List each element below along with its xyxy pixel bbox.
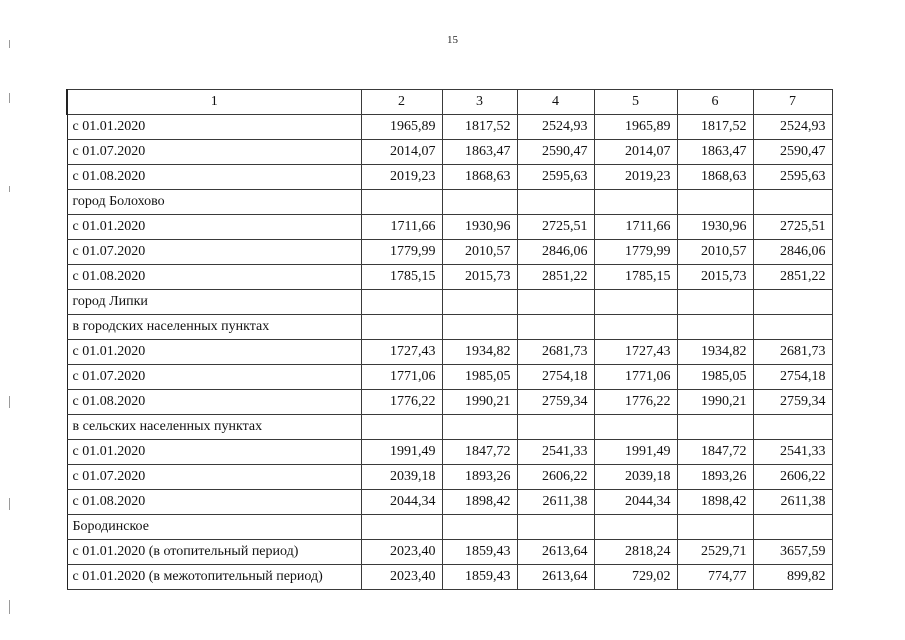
table-cell: 1990,21 (442, 390, 517, 415)
table-cell: 729,02 (594, 565, 677, 590)
table-cell: 2015,73 (677, 265, 753, 290)
table-cell (442, 415, 517, 440)
table-cell: 1779,99 (594, 240, 677, 265)
table-cell: 2846,06 (753, 240, 832, 265)
table-cell: 2613,64 (517, 540, 594, 565)
column-header: 1 (67, 90, 361, 115)
column-header: 4 (517, 90, 594, 115)
row-label: с 01.01.2020 (67, 340, 361, 365)
column-header: 7 (753, 90, 832, 115)
table-cell: 1868,63 (442, 165, 517, 190)
table-cell: 2039,18 (594, 465, 677, 490)
table-cell (442, 315, 517, 340)
table-cell: 2725,51 (517, 215, 594, 240)
table-cell (361, 190, 442, 215)
table-row (67, 390, 832, 415)
table-cell: 1965,89 (361, 115, 442, 140)
table-cell: 2595,63 (517, 165, 594, 190)
row-label: с 01.01.2020 (67, 115, 361, 140)
row-label: Бородинское (67, 515, 361, 540)
table-cell (442, 290, 517, 315)
table-row (67, 515, 832, 540)
table-cell: 2681,73 (753, 340, 832, 365)
table-cell: 1859,43 (442, 565, 517, 590)
table-cell (594, 315, 677, 340)
table-cell (594, 190, 677, 215)
table-cell (753, 190, 832, 215)
table-cell (594, 290, 677, 315)
row-label: город Липки (67, 290, 361, 315)
table-cell: 1847,72 (677, 440, 753, 465)
table-cell: 2014,07 (594, 140, 677, 165)
table-cell: 2019,23 (594, 165, 677, 190)
table-cell (442, 190, 517, 215)
tariff-table (66, 89, 833, 590)
row-label: с 01.08.2020 (67, 490, 361, 515)
row-label: город Болохово (67, 190, 361, 215)
table-row (67, 165, 832, 190)
table-cell: 1863,47 (677, 140, 753, 165)
table-cell (594, 515, 677, 540)
table-row (67, 415, 832, 440)
table-cell (677, 290, 753, 315)
row-label: в сельских населенных пунктах (67, 415, 361, 440)
table-cell: 2019,23 (361, 165, 442, 190)
table-cell: 1893,26 (677, 465, 753, 490)
table-cell: 2595,63 (753, 165, 832, 190)
table-cell: 1930,96 (677, 215, 753, 240)
table-cell: 1711,66 (594, 215, 677, 240)
row-label: с 01.01.2020 (в отопительный период) (67, 540, 361, 565)
margin-mark (9, 396, 10, 408)
table-cell: 1893,26 (442, 465, 517, 490)
table-cell: 2759,34 (753, 390, 832, 415)
table-cell (753, 415, 832, 440)
table-cell: 2851,22 (753, 265, 832, 290)
page-number: 15 (447, 34, 458, 46)
table-cell (361, 290, 442, 315)
table-row (67, 565, 832, 590)
row-label: в городских населенных пунктах (67, 315, 361, 340)
table-cell (753, 290, 832, 315)
table-cell: 1817,52 (677, 115, 753, 140)
table-cell: 1771,06 (361, 365, 442, 390)
row-label: с 01.01.2020 (67, 215, 361, 240)
table-cell: 2754,18 (517, 365, 594, 390)
row-label: с 01.01.2020 (67, 440, 361, 465)
table-row (67, 440, 832, 465)
table-cell: 1985,05 (442, 365, 517, 390)
table-row (67, 290, 832, 315)
table-cell: 2681,73 (517, 340, 594, 365)
table-cell: 774,77 (677, 565, 753, 590)
table-cell: 2524,93 (753, 115, 832, 140)
table-cell: 1965,89 (594, 115, 677, 140)
table-header-row (67, 90, 832, 115)
table-cell: 1771,06 (594, 365, 677, 390)
table-row (67, 265, 832, 290)
table-cell (677, 515, 753, 540)
table-cell: 2044,34 (594, 490, 677, 515)
table-cell: 2044,34 (361, 490, 442, 515)
table-cell: 2590,47 (517, 140, 594, 165)
row-label: с 01.07.2020 (67, 140, 361, 165)
table-row (67, 115, 832, 140)
table-cell: 1934,82 (677, 340, 753, 365)
table-cell: 2590,47 (753, 140, 832, 165)
column-header: 3 (442, 90, 517, 115)
row-label: с 01.08.2020 (67, 390, 361, 415)
margin-mark (9, 93, 10, 103)
column-header: 6 (677, 90, 753, 115)
table-cell: 1991,49 (594, 440, 677, 465)
table-cell: 2611,38 (517, 490, 594, 515)
table-cell: 2613,64 (517, 565, 594, 590)
table-cell: 2818,24 (594, 540, 677, 565)
margin-mark (9, 498, 10, 510)
margin-mark (9, 40, 10, 48)
table-cell (753, 515, 832, 540)
table-cell: 3657,59 (753, 540, 832, 565)
row-label: с 01.01.2020 (в межотопительный период) (67, 565, 361, 590)
margin-mark (9, 186, 10, 192)
column-header: 5 (594, 90, 677, 115)
table-cell (677, 315, 753, 340)
table-cell: 1991,49 (361, 440, 442, 465)
table-cell: 1785,15 (361, 265, 442, 290)
table-cell: 2846,06 (517, 240, 594, 265)
table-cell: 2023,40 (361, 565, 442, 590)
table-cell: 1985,05 (677, 365, 753, 390)
table-cell (361, 515, 442, 540)
row-label: с 01.07.2020 (67, 465, 361, 490)
table-cell: 899,82 (753, 565, 832, 590)
table-cell: 1898,42 (677, 490, 753, 515)
table-cell (442, 515, 517, 540)
table-cell: 2541,33 (517, 440, 594, 465)
table-cell: 1898,42 (442, 490, 517, 515)
table-row (67, 240, 832, 265)
table-cell: 1847,72 (442, 440, 517, 465)
table-cell: 2725,51 (753, 215, 832, 240)
table-cell (361, 415, 442, 440)
table-cell: 1785,15 (594, 265, 677, 290)
column-header: 2 (361, 90, 442, 115)
margin-mark (9, 600, 10, 614)
table-cell (753, 315, 832, 340)
table-row (67, 365, 832, 390)
table-cell: 1711,66 (361, 215, 442, 240)
table-row (67, 190, 832, 215)
table-cell (517, 415, 594, 440)
table-cell: 2014,07 (361, 140, 442, 165)
table-cell (594, 415, 677, 440)
table-cell: 1859,43 (442, 540, 517, 565)
table-cell: 2611,38 (753, 490, 832, 515)
table-row (67, 465, 832, 490)
table-cell: 2015,73 (442, 265, 517, 290)
table-cell: 1776,22 (361, 390, 442, 415)
table-cell: 2754,18 (753, 365, 832, 390)
table-cell (517, 290, 594, 315)
table-cell: 2851,22 (517, 265, 594, 290)
table-cell: 2023,40 (361, 540, 442, 565)
table-cell: 1868,63 (677, 165, 753, 190)
table-cell (517, 190, 594, 215)
table-cell: 1727,43 (361, 340, 442, 365)
table-cell: 1863,47 (442, 140, 517, 165)
table-cell: 1776,22 (594, 390, 677, 415)
table-row (67, 215, 832, 240)
row-label: с 01.07.2020 (67, 365, 361, 390)
table-row (67, 315, 832, 340)
table-cell: 2541,33 (753, 440, 832, 465)
table-cell: 2606,22 (517, 465, 594, 490)
table-cell: 1990,21 (677, 390, 753, 415)
table-cell: 2529,71 (677, 540, 753, 565)
table-cell: 2524,93 (517, 115, 594, 140)
table-cell: 1727,43 (594, 340, 677, 365)
table-row (67, 490, 832, 515)
table-cell: 2039,18 (361, 465, 442, 490)
row-label: с 01.08.2020 (67, 165, 361, 190)
row-label: с 01.08.2020 (67, 265, 361, 290)
table-row (67, 540, 832, 565)
table-row (67, 340, 832, 365)
table-cell (677, 190, 753, 215)
table-cell: 2759,34 (517, 390, 594, 415)
table-cell (517, 315, 594, 340)
table-cell (517, 515, 594, 540)
table-cell: 1934,82 (442, 340, 517, 365)
table-cell: 2010,57 (442, 240, 517, 265)
table-cell: 1817,52 (442, 115, 517, 140)
table-cell: 1779,99 (361, 240, 442, 265)
table-body (67, 90, 832, 590)
row-label: с 01.07.2020 (67, 240, 361, 265)
table-cell: 1930,96 (442, 215, 517, 240)
table-cell (361, 315, 442, 340)
table-cell: 2606,22 (753, 465, 832, 490)
table-row (67, 140, 832, 165)
table-cell: 2010,57 (677, 240, 753, 265)
table-cell (677, 415, 753, 440)
